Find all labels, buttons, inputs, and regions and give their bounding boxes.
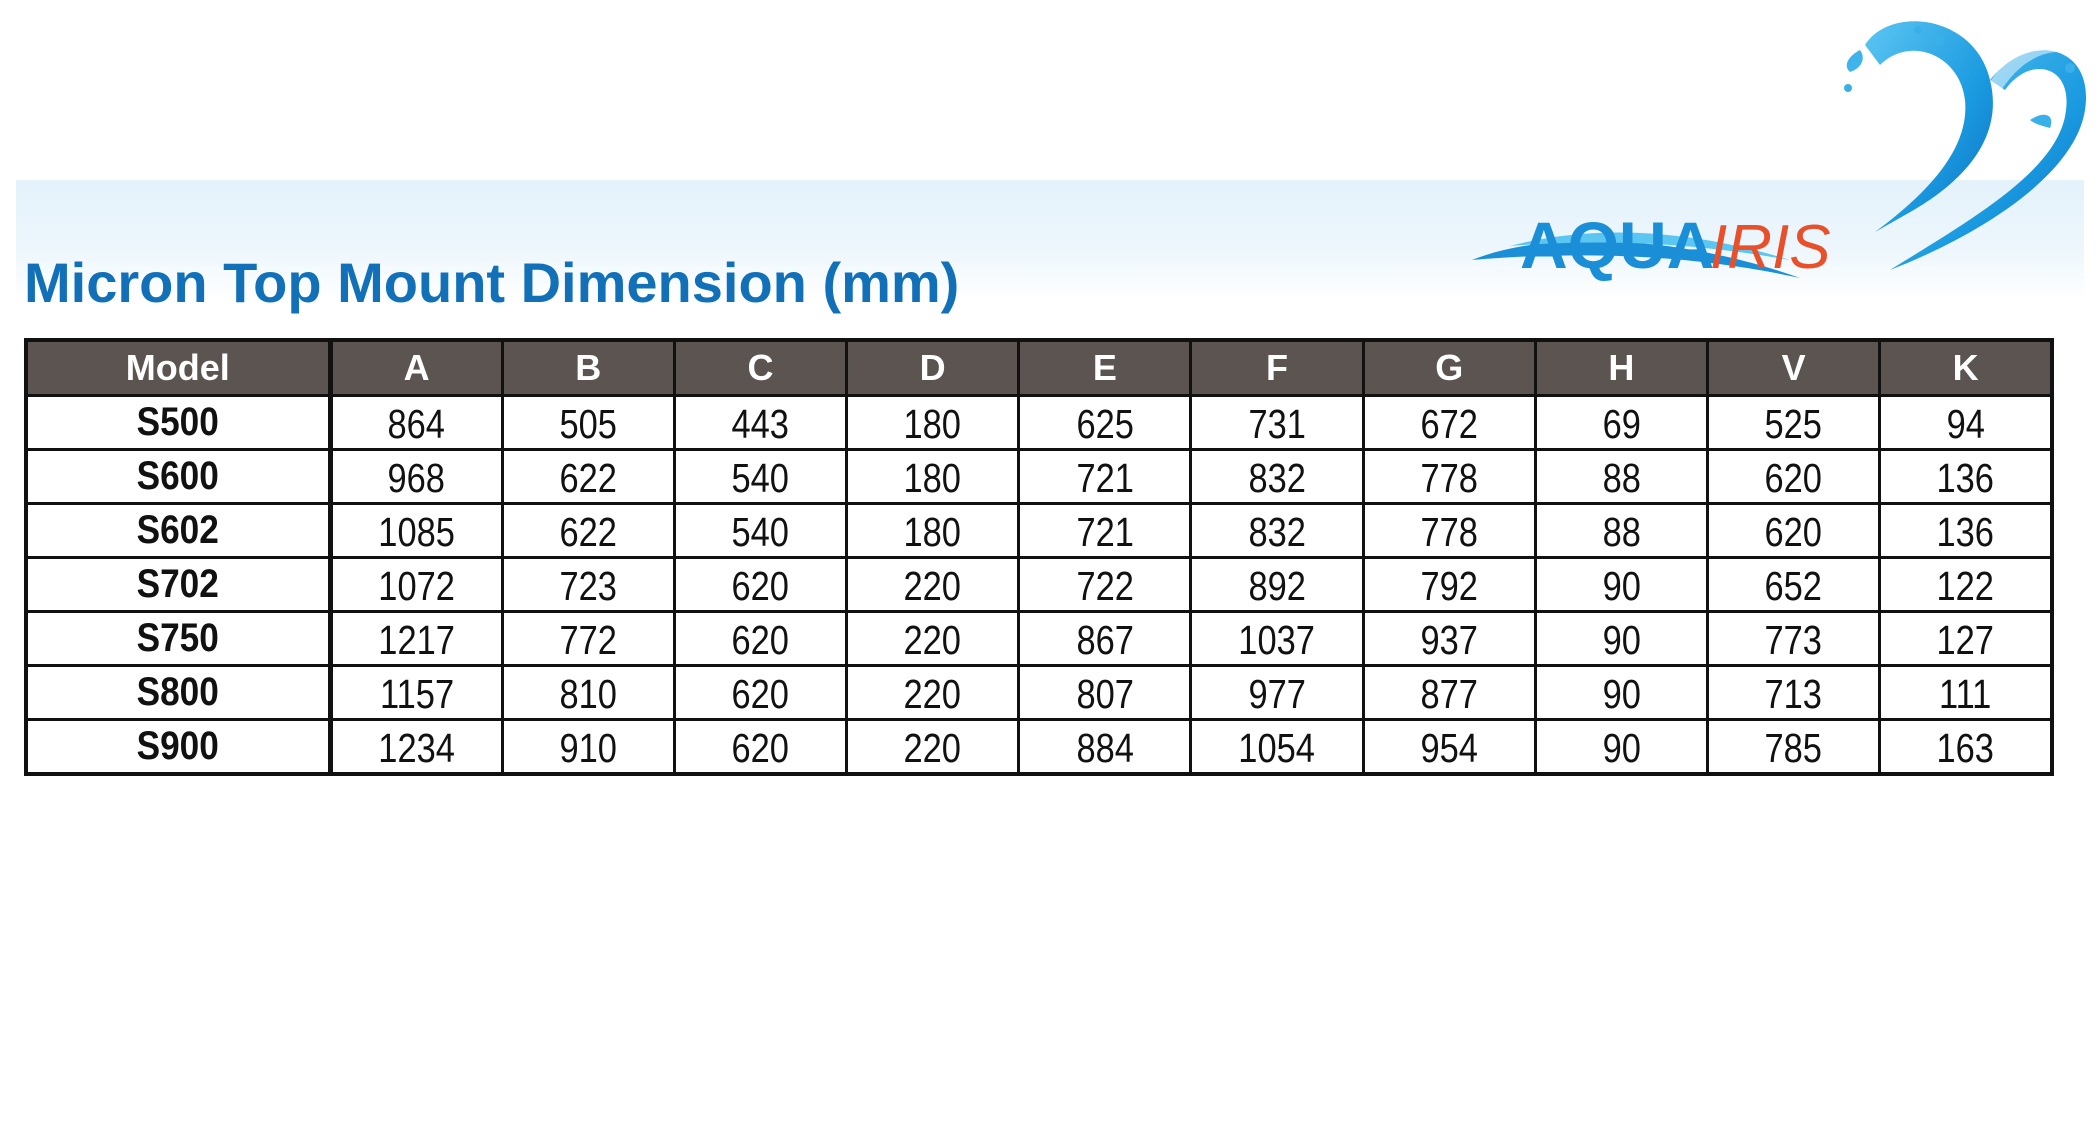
model-name: S702	[136, 562, 219, 606]
dimension-cell-c	[674, 666, 846, 720]
dimension-value: 620	[731, 617, 790, 663]
model-cell	[26, 720, 330, 775]
table-row	[26, 720, 2052, 775]
dimension-value: 122	[1936, 563, 1995, 609]
dimension-value: 111	[1939, 671, 1992, 717]
dimension-value: 722	[1076, 563, 1134, 609]
dimension-value: 220	[903, 671, 962, 717]
table-row	[26, 666, 2052, 720]
dimension-value: 1085	[378, 509, 455, 555]
logo-brand-secondary: IRIS	[1710, 213, 1831, 282]
dimension-value: 778	[1420, 509, 1478, 555]
model-cell	[26, 612, 330, 666]
dimension-value: 713	[1764, 671, 1823, 717]
dimension-cell-f	[1191, 720, 1363, 775]
dimension-value: 136	[1936, 509, 1995, 555]
dimension-cell-h	[1535, 504, 1707, 558]
dimension-value: 778	[1420, 455, 1478, 501]
dimension-value: 910	[559, 725, 618, 771]
dimension-value: 90	[1602, 725, 1641, 771]
dimension-cell-h	[1535, 450, 1707, 504]
table-row	[26, 396, 2052, 450]
water-heart-icon	[1844, 21, 2086, 270]
model-name: S900	[136, 724, 219, 768]
dimension-cell-b	[502, 666, 674, 720]
dimension-cell-e	[1019, 720, 1191, 775]
dimension-cell-v	[1708, 558, 1880, 612]
dimension-value: 1072	[378, 563, 455, 609]
dimension-value: 163	[1936, 725, 1995, 771]
dimension-cell-e	[1019, 612, 1191, 666]
dimension-cell-g	[1363, 612, 1535, 666]
dimension-cell-k	[1880, 396, 2052, 450]
dimension-value: 1234	[378, 725, 455, 771]
dimension-cell-k	[1880, 720, 2052, 775]
dimension-cell-v	[1708, 666, 1880, 720]
model-cell	[26, 666, 330, 720]
dimension-value: 620	[731, 671, 790, 717]
dimension-cell-a	[330, 612, 502, 666]
dimension-value: 220	[903, 563, 962, 609]
dimension-value: 1157	[379, 671, 454, 717]
dimension-cell-a	[330, 396, 502, 450]
dimension-value: 94	[1946, 401, 1985, 447]
dimension-cell-e	[1019, 558, 1191, 612]
dimension-cell-k	[1880, 612, 2052, 666]
model-name: S500	[136, 400, 219, 444]
dimension-value: 180	[903, 455, 962, 501]
dimension-cell-a	[330, 450, 502, 504]
dimension-cell-v	[1708, 612, 1880, 666]
dimension-value: 622	[559, 509, 618, 555]
dimension-cell-g	[1363, 666, 1535, 720]
dimension-cell-a	[330, 720, 502, 775]
dimension-value: 69	[1602, 401, 1641, 447]
dimension-value: 505	[559, 401, 618, 447]
dimension-value: 443	[731, 401, 790, 447]
dimension-cell-k	[1880, 558, 2052, 612]
dimension-value: 772	[559, 617, 618, 663]
column-header-h: H	[1535, 340, 1707, 396]
dimension-value: 90	[1602, 671, 1641, 717]
dimension-cell-b	[502, 450, 674, 504]
dimension-value: 968	[387, 455, 446, 501]
column-header-c: C	[674, 340, 846, 396]
dimension-cell-g	[1363, 450, 1535, 504]
dimension-value: 620	[731, 725, 790, 771]
dimension-value: 867	[1076, 617, 1134, 663]
dimension-value: 807	[1076, 671, 1134, 717]
page-title: Micron Top Mount Dimension (mm)	[24, 251, 960, 314]
column-header-model: Model	[26, 340, 330, 396]
column-header-g: G	[1363, 340, 1535, 396]
dimension-value: 90	[1602, 563, 1641, 609]
dimension-cell-c	[674, 396, 846, 450]
dimension-value: 773	[1764, 617, 1823, 663]
dimension-value: 937	[1420, 617, 1478, 663]
column-header-e: E	[1019, 340, 1191, 396]
model-cell	[26, 504, 330, 558]
dimension-value: 540	[731, 509, 790, 555]
table-row	[26, 504, 2052, 558]
dimension-cell-k	[1880, 666, 2052, 720]
model-name: S800	[136, 670, 219, 714]
dimension-value: 884	[1076, 725, 1134, 771]
dimension-value: 810	[559, 671, 618, 717]
dimension-value: 785	[1764, 725, 1823, 771]
dimension-value: 620	[731, 563, 790, 609]
dimension-cell-a	[330, 558, 502, 612]
dimension-cell-g	[1363, 720, 1535, 775]
dimension-value: 127	[1936, 617, 1995, 663]
dimension-cell-g	[1363, 504, 1535, 558]
dimension-value: 525	[1764, 401, 1823, 447]
dimension-cell-e	[1019, 504, 1191, 558]
dimension-value: 622	[559, 455, 618, 501]
table-row	[26, 612, 2052, 666]
dimension-value: 620	[1764, 509, 1823, 555]
logo-brand-primary: AQUA	[1520, 208, 1715, 282]
dimension-value: 90	[1602, 617, 1641, 663]
dimension-cell-f	[1191, 666, 1363, 720]
dimension-cell-v	[1708, 504, 1880, 558]
dimension-cell-d	[847, 612, 1019, 666]
dimension-cell-b	[502, 504, 674, 558]
dimension-cell-d	[847, 450, 1019, 504]
dimension-cell-h	[1535, 396, 1707, 450]
dimension-value: 832	[1248, 455, 1306, 501]
dimension-cell-f	[1191, 396, 1363, 450]
dimension-cell-v	[1708, 396, 1880, 450]
dimension-cell-v	[1708, 720, 1880, 775]
dimension-cell-h	[1535, 666, 1707, 720]
dimension-value: 1037	[1238, 617, 1316, 663]
dimension-cell-d	[847, 504, 1019, 558]
model-cell	[26, 396, 330, 450]
dimension-value: 832	[1248, 509, 1306, 555]
dimension-value: 220	[903, 617, 962, 663]
column-header-a: A	[330, 340, 502, 396]
model-cell	[26, 558, 330, 612]
dimension-cell-k	[1880, 504, 2052, 558]
column-header-f: F	[1191, 340, 1363, 396]
dimension-value: 88	[1602, 455, 1641, 501]
dimension-cell-d	[847, 396, 1019, 450]
dimension-cell-c	[674, 504, 846, 558]
dimension-cell-f	[1191, 612, 1363, 666]
dimension-cell-c	[674, 720, 846, 775]
dimension-cell-e	[1019, 396, 1191, 450]
column-header-v: V	[1708, 340, 1880, 396]
dimension-value: 731	[1248, 401, 1306, 447]
dimension-value: 864	[387, 401, 446, 447]
dimension-cell-h	[1535, 720, 1707, 775]
table-header-row	[26, 340, 2052, 396]
dimension-value: 180	[903, 401, 962, 447]
dimension-value: 672	[1420, 401, 1478, 447]
column-header-b: B	[502, 340, 674, 396]
dimension-cell-v	[1708, 450, 1880, 504]
dimension-value: 136	[1936, 455, 1995, 501]
dimension-value: 877	[1420, 671, 1478, 717]
dimension-cell-g	[1363, 396, 1535, 450]
table-row	[26, 558, 2052, 612]
dimension-cell-c	[674, 612, 846, 666]
model-name: S602	[136, 508, 219, 552]
dimension-value: 540	[731, 455, 790, 501]
dimension-value: 220	[903, 725, 962, 771]
dimension-value: 721	[1076, 455, 1134, 501]
table-row	[26, 450, 2052, 504]
dimension-value: 892	[1248, 563, 1306, 609]
dimension-cell-d	[847, 558, 1019, 612]
dimension-cell-f	[1191, 558, 1363, 612]
dimension-value: 977	[1248, 671, 1306, 717]
dimension-value: 1217	[378, 617, 455, 663]
dimension-cell-f	[1191, 504, 1363, 558]
column-header-k: K	[1880, 340, 2052, 396]
dimension-cell-e	[1019, 450, 1191, 504]
dimension-cell-h	[1535, 612, 1707, 666]
dimension-cell-c	[674, 450, 846, 504]
dimension-value: 1054	[1238, 725, 1316, 771]
dimension-cell-b	[502, 558, 674, 612]
dimension-cell-e	[1019, 666, 1191, 720]
dimension-cell-a	[330, 666, 502, 720]
dimension-value: 88	[1602, 509, 1641, 555]
dimension-cell-b	[502, 396, 674, 450]
dimension-cell-b	[502, 720, 674, 775]
dimension-value: 652	[1764, 563, 1823, 609]
dimension-cell-g	[1363, 558, 1535, 612]
dimension-cell-a	[330, 504, 502, 558]
dimension-cell-k	[1880, 450, 2052, 504]
column-header-d: D	[847, 340, 1019, 396]
dimension-table	[24, 338, 2054, 776]
aquairis-logo	[1470, 10, 2100, 310]
dimension-value: 792	[1420, 563, 1478, 609]
dimension-value: 721	[1076, 509, 1134, 555]
dimension-cell-b	[502, 612, 674, 666]
dimension-cell-f	[1191, 450, 1363, 504]
dimension-value: 625	[1076, 401, 1134, 447]
dimension-cell-d	[847, 666, 1019, 720]
dimension-value: 723	[559, 563, 618, 609]
model-cell	[26, 450, 330, 504]
dimension-value: 180	[903, 509, 962, 555]
model-name: S750	[136, 616, 219, 660]
dimension-cell-d	[847, 720, 1019, 775]
dimension-cell-c	[674, 558, 846, 612]
dimension-value: 620	[1764, 455, 1823, 501]
model-name: S600	[136, 454, 219, 498]
dimension-value: 954	[1420, 725, 1478, 771]
dimension-cell-h	[1535, 558, 1707, 612]
